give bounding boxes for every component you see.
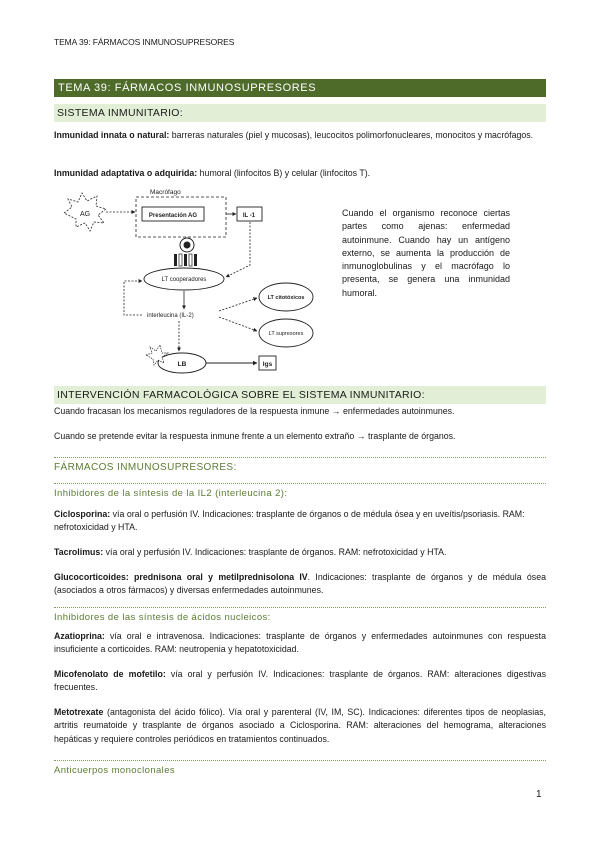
arrow-il2-citotoxicos <box>219 298 257 311</box>
label-il1: IL -1 <box>242 213 256 219</box>
divider <box>54 760 546 761</box>
term-glucocorticoides: Glucocorticoides: prednisona oral y metilprednisolona IV <box>54 572 308 582</box>
label-lt-citotoxicos: LT citotóxicos <box>267 295 305 301</box>
label-lt-supresores: LT supresores <box>268 331 304 337</box>
paragraph-innata <box>54 129 546 142</box>
paragraph-glucocorticoides <box>54 571 546 598</box>
section-sistema-label: SISTEMA INMUNITARIO: <box>57 107 183 119</box>
immune-diagram <box>54 185 334 380</box>
text-metotrexate: (antagonista del ácido fólico). Vía oral y parenteral (IV, IM, SC). Indicaciones: diferentes tipos de neoplasias, artritis reumatoide y trasplante de órganos asociado a Ciclosporina. RAM: alteraciones del hemograma, alteraciones hepáticas y requiere controles periódicos en tratamientos continuados. <box>54 707 546 744</box>
divider <box>54 607 546 608</box>
section-intervencion-label: INTERVENCIÓN FARMACOLÓGICA SOBRE EL SISTEMA INMUNITARIO: <box>57 389 425 401</box>
page-title: TEMA 39: FÁRMACOS INMUNOSUPRESORES <box>58 82 317 94</box>
paragraph-metotrexate <box>54 706 546 746</box>
receptor-core <box>184 242 191 249</box>
label-igs: Igs <box>262 361 273 368</box>
text-glucocorticoides: . Indicaciones: trasplante de órganos y de médula ósea (asociados a otros fármacos) y diversas enfermedades autoinmunes. <box>54 572 546 596</box>
arrow-il1-lt <box>226 222 250 277</box>
arrow-feedback <box>124 281 142 315</box>
text-azatioprina: vía oral e intravenosa. Indicaciones: trasplante de órganos y enfermedades autoinmunes con respuesta insuficiente a corticoides. RAM: neutropenia y hepatotoxicidad. <box>54 631 546 655</box>
section-intervencion <box>54 386 546 404</box>
term-ciclosporina: Ciclosporina: <box>54 509 111 519</box>
label-presentacion: Presentación AG <box>148 213 198 219</box>
heading-anticuerpos: Anticuerpos monoclonales <box>54 765 176 776</box>
label-interleucina: interleucina (IL-2) <box>147 313 194 319</box>
running-header: TEMA 39: FÁRMACOS INMUNOSUPRESORES <box>54 37 235 47</box>
term-metotrexate: Metotrexate <box>54 707 104 717</box>
term-tacrolimus: Tacrolimus: <box>54 547 104 557</box>
paragraph-adaptativa <box>54 167 546 180</box>
receptor-bars <box>174 254 197 266</box>
arrow-il2-supresores <box>219 317 257 331</box>
antigen-star-shape <box>64 193 106 231</box>
title-bar <box>54 79 546 97</box>
heading-acidos-nucleicos: Inhibidores de las síntesis de ácidos nucleicos: <box>54 612 271 623</box>
paragraph-tacrolimus <box>54 546 546 559</box>
text-adaptativa: humoral (linfocitos B) y celular (linfocitos T). <box>197 168 371 178</box>
divider <box>54 457 546 458</box>
text-ciclosporina: vía oral o perfusión IV. Indicaciones: trasplante de órganos o de médula ósea y en uveítis/psoriasis. RAM: nefrotoxicidad y HTA. <box>54 509 525 533</box>
term-innata: Inmunidad innata o natural: <box>54 130 170 140</box>
term-adaptativa: Inmunidad adaptativa o adquirida: <box>54 168 198 178</box>
label-ag: AG <box>79 211 91 218</box>
text-tacrolimus: vía oral y perfusión IV. Indicaciones: trasplante de órganos. RAM: nefrotoxicidad y HTA. <box>103 547 447 557</box>
paragraph-intervencion-1: Cuando fracasan los mecanismos reguladores de la respuesta inmune → enfermedades autoinmunes. <box>54 406 455 416</box>
heading-il2: Inhibidores de la síntesis de la IL2 (interleucina 2): <box>54 488 288 499</box>
diagram-note: Cuando el organismo reconoce ciertas partes como ajenas: enfermedad autoinmune. Cuando hay un antígeno externo, se aumenta la producción de inmunoglobulinas y el macrófago lo presenta, se genera una inmunidad humoral. <box>342 208 510 298</box>
term-micofenolato: Micofenolato de mofetilo: <box>54 669 166 679</box>
label-lt-cooperadores: LT cooperadores <box>161 277 207 283</box>
paragraph-azatioprina <box>54 630 546 657</box>
label-lb: LB <box>177 361 187 368</box>
label-macrofago: Macrófago <box>150 189 181 196</box>
divider <box>54 483 546 484</box>
heading-farmacos: FÁRMACOS INMUNOSUPRESORES: <box>54 462 237 473</box>
text-innata: barreras naturales (piel y mucosas), leucocitos polimorfonucleares, monocitos y macrófagos. <box>169 130 534 140</box>
paragraph-intervencion-2: Cuando se pretende evitar la respuesta inmune frente a un elemento extraño → trasplante de órganos. <box>54 431 456 441</box>
term-azatioprina: Azatioprina: <box>54 631 105 641</box>
paragraph-ciclosporina <box>54 508 546 535</box>
page-number: 1 <box>536 789 542 800</box>
paragraph-micofenolato <box>54 668 546 695</box>
text-micofenolato: vía oral y perfusión IV. Indicaciones: trasplante de órganos. RAM: alteraciones digestivas frecuentes. <box>54 669 546 693</box>
section-sistema-inmunitario <box>54 104 546 122</box>
